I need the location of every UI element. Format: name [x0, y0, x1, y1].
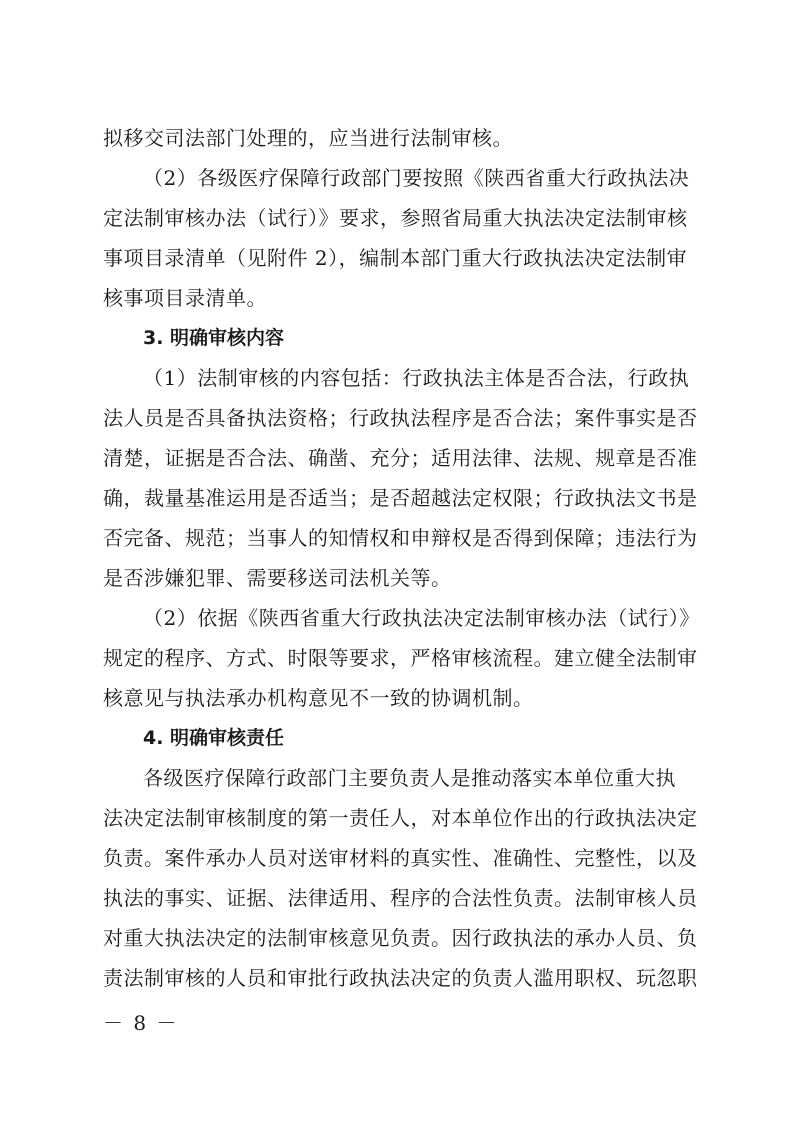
paragraph-line: 法人员是否具备执法资格；行政执法程序是否合法；案件事实是否 [103, 406, 698, 430]
paragraph-line: 法决定法制审核制度的第一责任人，对本单位作出的行政执法决定 [103, 806, 698, 830]
section-heading-4: 4. 明确审核责任 [143, 727, 285, 749]
paragraph-line: 清楚，证据是否合法、确凿、充分；适用法律、法规、规章是否准 [103, 446, 698, 470]
paragraph-line: 规定的程序、方式、时限等要求，严格审核流程。建立健全法制审 [103, 646, 698, 670]
paragraph-line: 核意见与执法承办机构意见不一致的协调机制。 [103, 686, 534, 710]
paragraph-line: （2）各级医疗保障行政部门要按照《陕西省重大行政执法决 [143, 166, 690, 190]
paragraph-line: 责法制审核的人员和审批行政执法决定的负责人滥用职权、玩忽职 [103, 966, 698, 990]
paragraph-line: 对重大执法决定的法制审核意见负责。因行政执法的承办人员、负 [103, 926, 698, 950]
paragraph-line: 各级医疗保障行政部门主要负责人是推动落实本单位重大执 [143, 766, 676, 790]
paragraph-line: 定法制审核办法（试行）》要求，参照省局重大执法决定法制审核 [103, 206, 688, 230]
paragraph-line: 核事项目录清单。 [103, 286, 267, 310]
paragraph-line: 是否涉嫌犯罪、需要移送司法机关等。 [103, 566, 452, 590]
paragraph-line: 确，裁量基准运用是否适当；是否超越法定权限；行政执法文书是 [103, 486, 698, 510]
paragraph-line: （1）法制审核的内容包括：行政执法主体是否合法，行政执 [143, 366, 690, 390]
paragraph-line: （2）依据《陕西省重大行政执法决定法制审核办法（试行）》 [143, 606, 700, 630]
paragraph-line: 负责。案件承办人员对送审材料的真实性、准确性、完整性，以及 [103, 846, 698, 870]
paragraph-line: 否完备、规范；当事人的知情权和申辩权是否得到保障；违法行为 [103, 526, 698, 550]
paragraph-line: 拟移交司法部门处理的，应当进行法制审核。 [103, 126, 513, 150]
section-heading-3: 3. 明确审核内容 [143, 327, 285, 349]
paragraph-line: 事项目录清单（见附件 2），编制本部门重大行政执法决定法制审 [103, 246, 688, 270]
paragraph-line: 执法的事实、证据、法律适用、程序的合法性负责。法制审核人员 [103, 886, 698, 910]
document-body [103, 118, 703, 998]
page-number: － 8 － [103, 1011, 179, 1035]
